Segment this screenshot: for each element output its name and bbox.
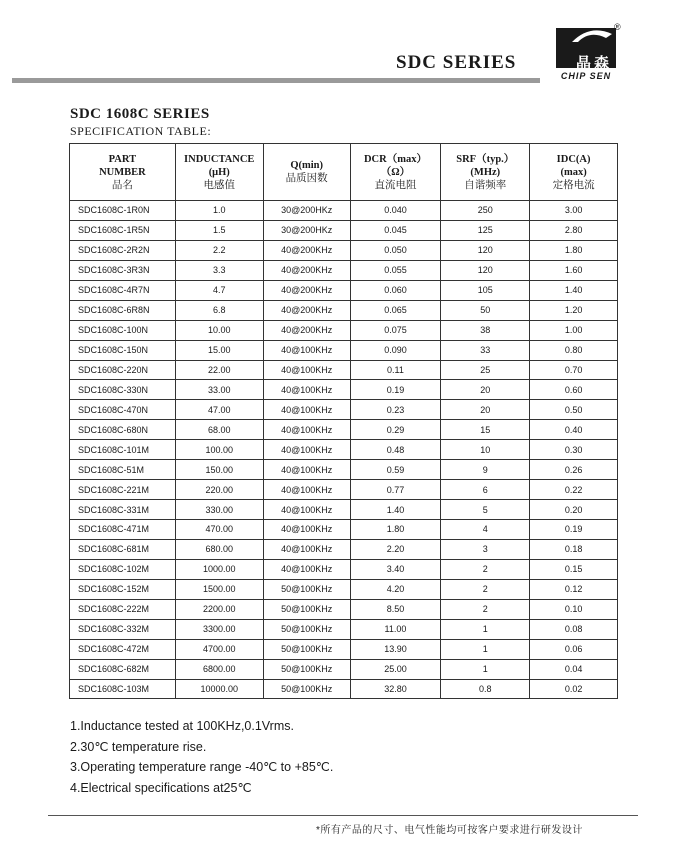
header-label: （Ω） <box>380 166 411 178</box>
cell-part-number: SDC1608C-150N <box>70 340 176 360</box>
cell-idc: 1.80 <box>530 240 618 260</box>
logo-swoosh-icon <box>570 28 614 44</box>
cell-idc: 0.10 <box>530 599 618 619</box>
cell-srf: 1 <box>441 659 530 679</box>
cell-part-number: SDC1608C-6R8N <box>70 300 176 320</box>
cell-idc: 0.26 <box>530 460 618 480</box>
cell-inductance: 1500.00 <box>175 579 263 599</box>
cell-idc: 0.22 <box>530 480 618 500</box>
note-item: 4.Electrical specifications at25℃ <box>70 780 252 795</box>
cell-inductance: 4.7 <box>175 280 263 300</box>
table-row <box>70 201 618 221</box>
cell-dcr: 2.20 <box>350 539 441 559</box>
cell-idc: 0.04 <box>530 659 618 679</box>
cell-srf: 120 <box>441 240 530 260</box>
cell-inductance: 100.00 <box>175 440 263 460</box>
cell-srf: 25 <box>441 360 530 380</box>
note-item: 3.Operating temperature range -40℃ to +85℃. <box>70 760 334 774</box>
cell-q-min: 50@100KHz <box>263 579 350 599</box>
cell-inductance: 22.00 <box>175 360 263 380</box>
cell-srf: 250 <box>441 201 530 221</box>
cell-idc: 0.40 <box>530 420 618 440</box>
cell-q-min: 40@100KHz <box>263 360 350 380</box>
header-q-min <box>263 144 350 201</box>
cell-dcr: 3.40 <box>350 559 441 579</box>
cell-dcr: 11.00 <box>350 619 441 639</box>
cell-inductance: 47.00 <box>175 400 263 420</box>
cell-srf: 0.8 <box>441 679 530 699</box>
section-caption: SPECIFICATION TABLE: <box>70 124 212 138</box>
cell-part-number: SDC1608C-51M <box>70 460 176 480</box>
cell-part-number: SDC1608C-2R2N <box>70 240 176 260</box>
cell-dcr: 1.80 <box>350 520 441 540</box>
cell-inductance: 4700.00 <box>175 639 263 659</box>
cell-dcr: 0.050 <box>350 240 441 260</box>
page-header <box>0 0 680 90</box>
header-label: DCR（max） <box>363 153 427 165</box>
cell-q-min: 40@100KHz <box>263 380 350 400</box>
cell-q-min: 30@200HKz <box>263 201 350 221</box>
cell-q-min: 50@100KHz <box>263 619 350 639</box>
cell-idc: 0.60 <box>530 380 618 400</box>
logo-chinese-text: 晶森 <box>575 55 612 72</box>
cell-dcr: 0.59 <box>350 460 441 480</box>
cell-srf: 2 <box>441 579 530 599</box>
cell-part-number: SDC1608C-220N <box>70 360 176 380</box>
cell-dcr: 25.00 <box>350 659 441 679</box>
cell-part-number: SDC1608C-470N <box>70 400 176 420</box>
cell-srf: 38 <box>441 320 530 340</box>
cell-q-min: 40@100KHz <box>263 520 350 540</box>
cell-part-number: SDC1608C-1R5N <box>70 220 176 240</box>
cell-idc: 0.70 <box>530 360 618 380</box>
cell-q-min: 50@100KHz <box>263 639 350 659</box>
cell-idc: 0.50 <box>530 400 618 420</box>
cell-idc: 0.15 <box>530 559 618 579</box>
cell-inductance: 1.5 <box>175 220 263 240</box>
cell-q-min: 40@100KHz <box>263 460 350 480</box>
cell-idc: 0.12 <box>530 579 618 599</box>
cell-inductance: 1.0 <box>175 201 263 221</box>
table-row <box>70 619 618 639</box>
header-label: (MHz) <box>470 166 501 178</box>
cell-part-number: SDC1608C-472M <box>70 639 176 659</box>
cell-idc: 3.00 <box>530 201 618 221</box>
cell-dcr: 13.90 <box>350 639 441 659</box>
header-label: (max) <box>560 166 587 178</box>
cell-dcr: 0.055 <box>350 260 441 280</box>
table-row <box>70 520 618 540</box>
header-dcr <box>350 144 441 201</box>
table-row <box>70 220 618 240</box>
series-title: SDC SERIES <box>396 52 517 73</box>
cell-inductance: 3300.00 <box>175 619 263 639</box>
cell-idc: 0.19 <box>530 520 618 540</box>
cell-inductance: 330.00 <box>175 500 263 520</box>
cell-part-number: SDC1608C-331M <box>70 500 176 520</box>
cell-dcr: 0.045 <box>350 220 441 240</box>
table-row <box>70 380 618 400</box>
cell-inductance: 220.00 <box>175 480 263 500</box>
cell-inductance: 680.00 <box>175 539 263 559</box>
table-row <box>70 260 618 280</box>
cell-srf: 120 <box>441 260 530 280</box>
cell-inductance: 68.00 <box>175 420 263 440</box>
header-label: SRF（typ.） <box>456 153 515 165</box>
cell-dcr: 0.065 <box>350 300 441 320</box>
footer-divider <box>48 815 638 816</box>
cell-idc: 0.30 <box>530 440 618 460</box>
cell-q-min: 50@100KHz <box>263 659 350 679</box>
header-chinese-label: 品质因数 <box>285 173 328 184</box>
cell-dcr: 0.19 <box>350 380 441 400</box>
cell-srf: 10 <box>441 440 530 460</box>
cell-part-number: SDC1608C-332M <box>70 619 176 639</box>
table-row <box>70 300 618 320</box>
cell-idc: 0.18 <box>530 539 618 559</box>
cell-q-min: 50@100KHz <box>263 599 350 619</box>
cell-dcr: 0.23 <box>350 400 441 420</box>
cell-srf: 33 <box>441 340 530 360</box>
cell-inductance: 15.00 <box>175 340 263 360</box>
cell-q-min: 40@200KHz <box>263 300 350 320</box>
table-body <box>70 201 618 699</box>
header-part-number <box>70 144 176 201</box>
cell-part-number: SDC1608C-680N <box>70 420 176 440</box>
cell-srf: 20 <box>441 380 530 400</box>
cell-part-number: SDC1608C-152M <box>70 579 176 599</box>
cell-idc: 0.02 <box>530 679 618 699</box>
specification-table <box>69 143 618 699</box>
notes-list <box>70 716 333 798</box>
table-row <box>70 559 618 579</box>
cell-idc: 1.60 <box>530 260 618 280</box>
cell-part-number: SDC1608C-330N <box>70 380 176 400</box>
cell-q-min: 40@100KHz <box>263 500 350 520</box>
table-row <box>70 539 618 559</box>
header-label: INDUCTANCE <box>184 153 255 165</box>
table-row <box>70 320 618 340</box>
header-label: PART <box>108 153 137 165</box>
header-label: NUMBER <box>99 166 146 178</box>
cell-inductance: 6.8 <box>175 300 263 320</box>
cell-part-number: SDC1608C-222M <box>70 599 176 619</box>
cell-srf: 2 <box>441 559 530 579</box>
table-row <box>70 679 618 699</box>
cell-dcr: 0.11 <box>350 360 441 380</box>
header-chinese-label: 品名 <box>111 179 133 191</box>
logo-english-text: CHIP SEN <box>560 71 612 81</box>
table-header <box>70 144 618 201</box>
cell-part-number: SDC1608C-682M <box>70 659 176 679</box>
cell-q-min: 50@100KHz <box>263 679 350 699</box>
cell-dcr: 4.20 <box>350 579 441 599</box>
cell-dcr: 0.48 <box>350 440 441 460</box>
table-row <box>70 340 618 360</box>
cell-srf: 6 <box>441 480 530 500</box>
cell-inductance: 6800.00 <box>175 659 263 679</box>
header-divider <box>12 78 540 83</box>
cell-q-min: 40@100KHz <box>263 539 350 559</box>
cell-part-number: SDC1608C-221M <box>70 480 176 500</box>
cell-q-min: 40@100KHz <box>263 340 350 360</box>
cell-srf: 1 <box>441 639 530 659</box>
cell-q-min: 40@200KHz <box>263 260 350 280</box>
cell-srf: 4 <box>441 520 530 540</box>
section-title: SDC 1608C SERIES <box>70 106 210 122</box>
cell-inductance: 33.00 <box>175 380 263 400</box>
cell-idc: 0.08 <box>530 619 618 639</box>
cell-inductance: 2.2 <box>175 240 263 260</box>
header-chinese-label: 电感值 <box>203 179 235 191</box>
cell-inductance: 3.3 <box>175 260 263 280</box>
table-row <box>70 420 618 440</box>
header-idc <box>530 144 618 201</box>
cell-inductance: 470.00 <box>175 520 263 540</box>
table-row <box>70 460 618 480</box>
cell-dcr: 8.50 <box>350 599 441 619</box>
cell-part-number: SDC1608C-102M <box>70 559 176 579</box>
cell-q-min: 40@200KHz <box>263 240 350 260</box>
cell-srf: 3 <box>441 539 530 559</box>
cell-inductance: 150.00 <box>175 460 263 480</box>
cell-dcr: 0.060 <box>350 280 441 300</box>
cell-idc: 0.06 <box>530 639 618 659</box>
table-row <box>70 440 618 460</box>
cell-q-min: 40@100KHz <box>263 440 350 460</box>
cell-part-number: SDC1608C-1R0N <box>70 201 176 221</box>
cell-q-min: 40@100KHz <box>263 559 350 579</box>
cell-part-number: SDC1608C-100N <box>70 320 176 340</box>
cell-q-min: 40@200KHz <box>263 320 350 340</box>
table-row <box>70 659 618 679</box>
cell-inductance: 10.00 <box>175 320 263 340</box>
header-label: Q(min) <box>290 160 323 171</box>
cell-srf: 2 <box>441 599 530 619</box>
cell-srf: 105 <box>441 280 530 300</box>
table-row <box>70 579 618 599</box>
cell-dcr: 0.29 <box>350 420 441 440</box>
note-item: 1.Inductance tested at 100KHz,0.1Vrms. <box>70 719 294 733</box>
cell-part-number: SDC1608C-103M <box>70 679 176 699</box>
cell-idc: 1.40 <box>530 280 618 300</box>
note-item: 2.30℃ temperature rise. <box>70 739 207 754</box>
cell-idc: 2.80 <box>530 220 618 240</box>
cell-q-min: 40@200KHz <box>263 280 350 300</box>
cell-idc: 1.20 <box>530 300 618 320</box>
cell-srf: 5 <box>441 500 530 520</box>
cell-dcr: 0.040 <box>350 201 441 221</box>
cell-inductance: 1000.00 <box>175 559 263 579</box>
table-row <box>70 500 618 520</box>
header-label: (μH) <box>208 166 230 178</box>
logo-badge <box>556 28 616 72</box>
cell-srf: 9 <box>441 460 530 480</box>
table-row <box>70 639 618 659</box>
cell-idc: 0.80 <box>530 340 618 360</box>
cell-dcr: 0.77 <box>350 480 441 500</box>
header-label: IDC(A) <box>556 153 591 165</box>
cell-idc: 1.00 <box>530 320 618 340</box>
cell-idc: 0.20 <box>530 500 618 520</box>
cell-dcr: 0.090 <box>350 340 441 360</box>
cell-srf: 15 <box>441 420 530 440</box>
cell-q-min: 30@200HKz <box>263 220 350 240</box>
cell-dcr: 32.80 <box>350 679 441 699</box>
header-chinese-label: 直流电阻 <box>374 179 417 191</box>
cell-part-number: SDC1608C-471M <box>70 520 176 540</box>
cell-srf: 20 <box>441 400 530 420</box>
cell-part-number: SDC1608C-3R3N <box>70 260 176 280</box>
table-row <box>70 360 618 380</box>
cell-inductance: 2200.00 <box>175 599 263 619</box>
cell-q-min: 40@100KHz <box>263 420 350 440</box>
table-row <box>70 400 618 420</box>
cell-srf: 125 <box>441 220 530 240</box>
header-srf <box>441 144 530 201</box>
cell-part-number: SDC1608C-101M <box>70 440 176 460</box>
header-chinese-label: 定格电流 <box>552 179 595 191</box>
cell-srf: 1 <box>441 619 530 639</box>
cell-inductance: 10000.00 <box>175 679 263 699</box>
footer-note: *所有产品的尺寸、电气性能均可按客户要求进行研发设计 <box>316 825 583 836</box>
table-row <box>70 240 618 260</box>
table-row <box>70 280 618 300</box>
cell-dcr: 1.40 <box>350 500 441 520</box>
table-row <box>70 599 618 619</box>
cell-q-min: 40@100KHz <box>263 480 350 500</box>
cell-q-min: 40@100KHz <box>263 400 350 420</box>
table-header-row <box>70 144 618 201</box>
header-chinese-label: 自谐频率 <box>464 179 507 191</box>
header-inductance <box>175 144 263 201</box>
cell-part-number: SDC1608C-4R7N <box>70 280 176 300</box>
chipsen-logo <box>548 22 624 84</box>
cell-srf: 50 <box>441 300 530 320</box>
cell-dcr: 0.075 <box>350 320 441 340</box>
cell-part-number: SDC1608C-681M <box>70 539 176 559</box>
table-row <box>70 480 618 500</box>
registered-mark: ® <box>614 22 621 32</box>
